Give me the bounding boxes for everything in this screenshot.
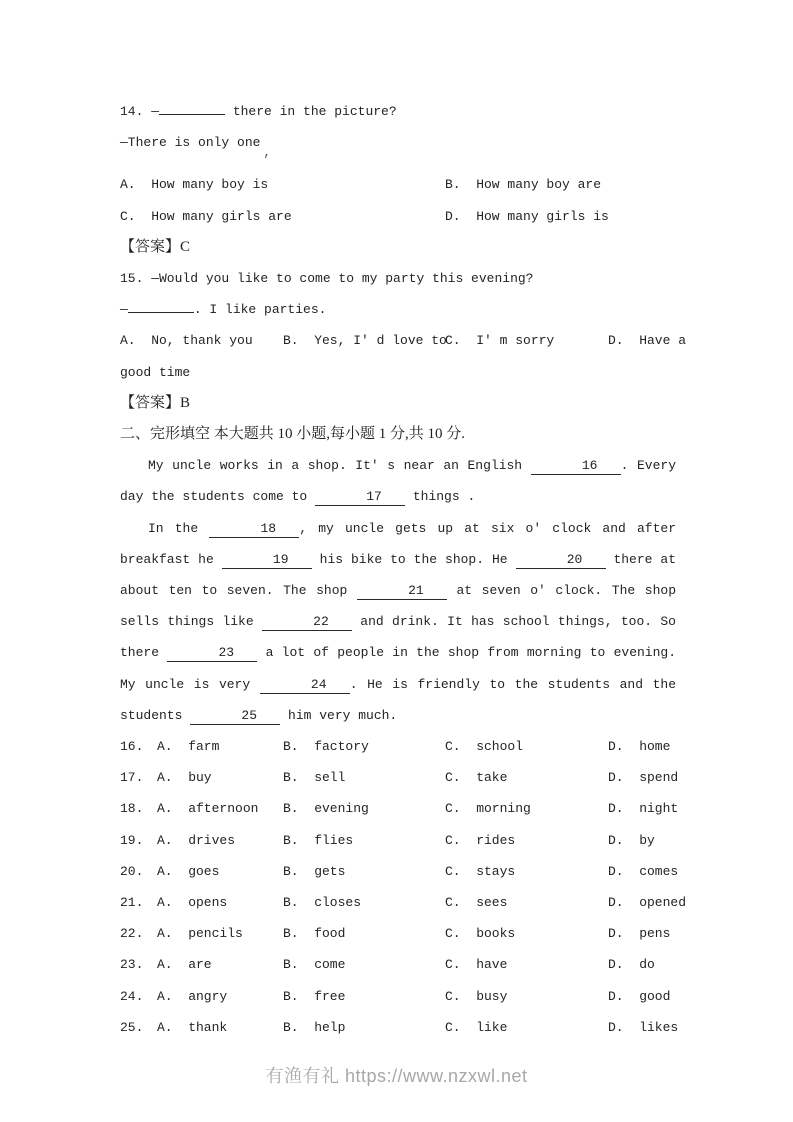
q14-option-a: A. How many boy is [120, 177, 269, 193]
stray-punctuation-mark: , [263, 146, 271, 161]
cloze-option-b: B. help [283, 1019, 346, 1035]
cloze-option-d: D. night [608, 801, 679, 817]
cloze-option-row [120, 856, 679, 887]
cloze-option-b: B. factory [283, 739, 369, 755]
question-number: 23. [120, 957, 144, 973]
q15-option-a: A. No, thank you [120, 333, 253, 349]
cloze-option-d: D. good [608, 988, 671, 1004]
cloze-option-c: C. books [445, 926, 516, 942]
exam-document [120, 96, 687, 1043]
q15-reply-suffix: . I like parties. [193, 302, 327, 318]
question-number: 16. [120, 739, 144, 755]
cloze-blank-21: 21 [357, 583, 447, 600]
cloze-blank-24: 24 [260, 677, 350, 694]
cloze-option-d: D. opened [608, 895, 687, 911]
watermark-footer: 有渔有礼 https://www.nzxwl.net [265, 1066, 528, 1086]
cloze-option-row [120, 981, 676, 1012]
cloze-option-d: D. home [608, 739, 671, 755]
q14-option-d: D. How many girls is [445, 208, 609, 224]
q15-reply-prefix: — [120, 302, 128, 318]
cloze-option-c: C. morning [445, 801, 531, 817]
cloze-blank-16: 16 [531, 458, 621, 475]
q15-blank [128, 312, 194, 313]
cloze-blank-19: 19 [222, 552, 312, 569]
cloze-option-b: B. food [283, 926, 346, 942]
cloze-options [120, 731, 687, 1043]
q15-answer-value: B [180, 394, 191, 411]
cloze-option-b: B. flies [283, 832, 354, 848]
cloze-option-a: 16. A. farm [120, 731, 283, 762]
question-14 [120, 96, 676, 263]
cloze-option-c: C. school [445, 739, 524, 755]
cloze-option-c: C. stays [445, 863, 516, 879]
cloze-option-row [120, 887, 687, 918]
question-number: 21. [120, 895, 144, 911]
q14-option-c: C. How many girls are [120, 208, 292, 224]
q14-stem-prefix: 14. — [120, 104, 160, 119]
answer-label: 【答案】 [120, 394, 181, 411]
question-number: 25. [120, 1019, 144, 1035]
cloze-option-d: D. pens [608, 926, 671, 942]
cloze-option-a: 21. A. opens [120, 887, 283, 918]
cloze-paragraph: In the 18 , my uncle gets up at six o' clock and after breakfast he 19 his bike to the shop. He 20 there at about ten to seven. The shop 21 at seven o' clock. The shop sells things like 22 and drink. It has school things, too. So there 23 a lot of people in the shop from morning to evening. My uncle is very 24 . He is friendly to the students and the students 25 him very much. [120, 520, 677, 723]
cloze-option-d: D. do [608, 957, 655, 973]
q15-options [120, 325, 687, 356]
q14-stem [120, 96, 676, 127]
question-number: 24. [120, 988, 144, 1004]
question-number: 20. [120, 863, 144, 879]
q15-stem: 15. —Would you like to come to my party this evening? [120, 271, 534, 287]
cloze-option-a: 19. A. drives [120, 825, 283, 856]
cloze-option-c: C. busy [445, 988, 508, 1004]
q14-reply [120, 127, 676, 159]
cloze-option-row [120, 762, 679, 793]
q14-answer-line [120, 232, 676, 263]
section2-title: 二、完形填空 本大题共 10 小题,每小题 1 分,共 10 分. [120, 426, 466, 443]
cloze-option-d: D. likes [608, 1019, 679, 1035]
q15-option-d: D. Have a [608, 333, 687, 349]
q14-option-b: B. How many boy are [445, 177, 602, 193]
cloze-option-b: B. closes [283, 895, 362, 911]
q14-answer-value: C [180, 238, 191, 255]
cloze-blank-20: 20 [516, 552, 606, 569]
answer-label: 【答案】 [120, 238, 181, 255]
cloze-option-b: B. gets [283, 863, 346, 879]
cloze-blank-23: 23 [167, 645, 257, 662]
q14-reply-text: —There is only one [120, 135, 261, 151]
cloze-option-row [120, 1012, 679, 1043]
cloze-passage [120, 450, 676, 731]
cloze-option-a: 20. A. goes [120, 856, 283, 887]
cloze-option-b: B. come [283, 957, 346, 973]
cloze-option-a: 25. A. thank [120, 1012, 283, 1043]
q15-reply [120, 294, 676, 325]
cloze-option-d: D. comes [608, 863, 679, 879]
cloze-option-a: 17. A. buy [120, 762, 283, 793]
question-number: 18. [120, 801, 144, 817]
cloze-option-b: B. evening [283, 801, 369, 817]
question-number: 17. [120, 770, 144, 786]
q15-option-c: C. I' m sorry [445, 333, 555, 349]
cloze-option-c: C. take [445, 770, 508, 786]
cloze-option-d: D. by [608, 832, 655, 848]
cloze-option-row [120, 949, 676, 980]
cloze-option-a: 23. A. are [120, 949, 283, 980]
cloze-option-row [120, 825, 676, 856]
q14-stem-suffix: there in the picture? [225, 104, 397, 119]
q14-blank [159, 114, 225, 115]
cloze-option-c: C. sees [445, 895, 508, 911]
question-number: 22. [120, 926, 144, 942]
cloze-option-c: C. like [445, 1019, 508, 1035]
cloze-option-a: 22. A. pencils [120, 918, 283, 949]
question-number: 19. [120, 832, 144, 848]
cloze-option-c: C. have [445, 957, 508, 973]
cloze-option-a: 18. A. afternoon [120, 793, 283, 824]
cloze-option-row [120, 918, 676, 949]
cloze-option-c: C. rides [445, 832, 516, 848]
cloze-option-row [120, 793, 679, 824]
cloze-option-b: B. sell [283, 770, 346, 786]
cloze-option-b: B. free [283, 988, 346, 1004]
cloze-blank-22: 22 [262, 614, 352, 631]
cloze-blank-18: 18 [209, 521, 299, 538]
q15-answer-line [120, 388, 676, 419]
cloze-option-d: D. spend [608, 770, 679, 786]
q15-option-b: B. Yes, I' d love to [283, 333, 447, 349]
cloze-blank-25: 25 [190, 708, 280, 725]
cloze-option-a: 24. A. angry [120, 981, 283, 1012]
cloze-option-row [120, 731, 676, 762]
cloze-blank-17: 17 [315, 489, 405, 506]
cloze-paragraph: My uncle works in a shop. It' s near an English 16 . Every day the students come to 17 things . [120, 458, 676, 505]
question-15 [120, 263, 687, 419]
q15-option-d-overflow: good time [120, 364, 191, 380]
q14-options [120, 169, 676, 231]
